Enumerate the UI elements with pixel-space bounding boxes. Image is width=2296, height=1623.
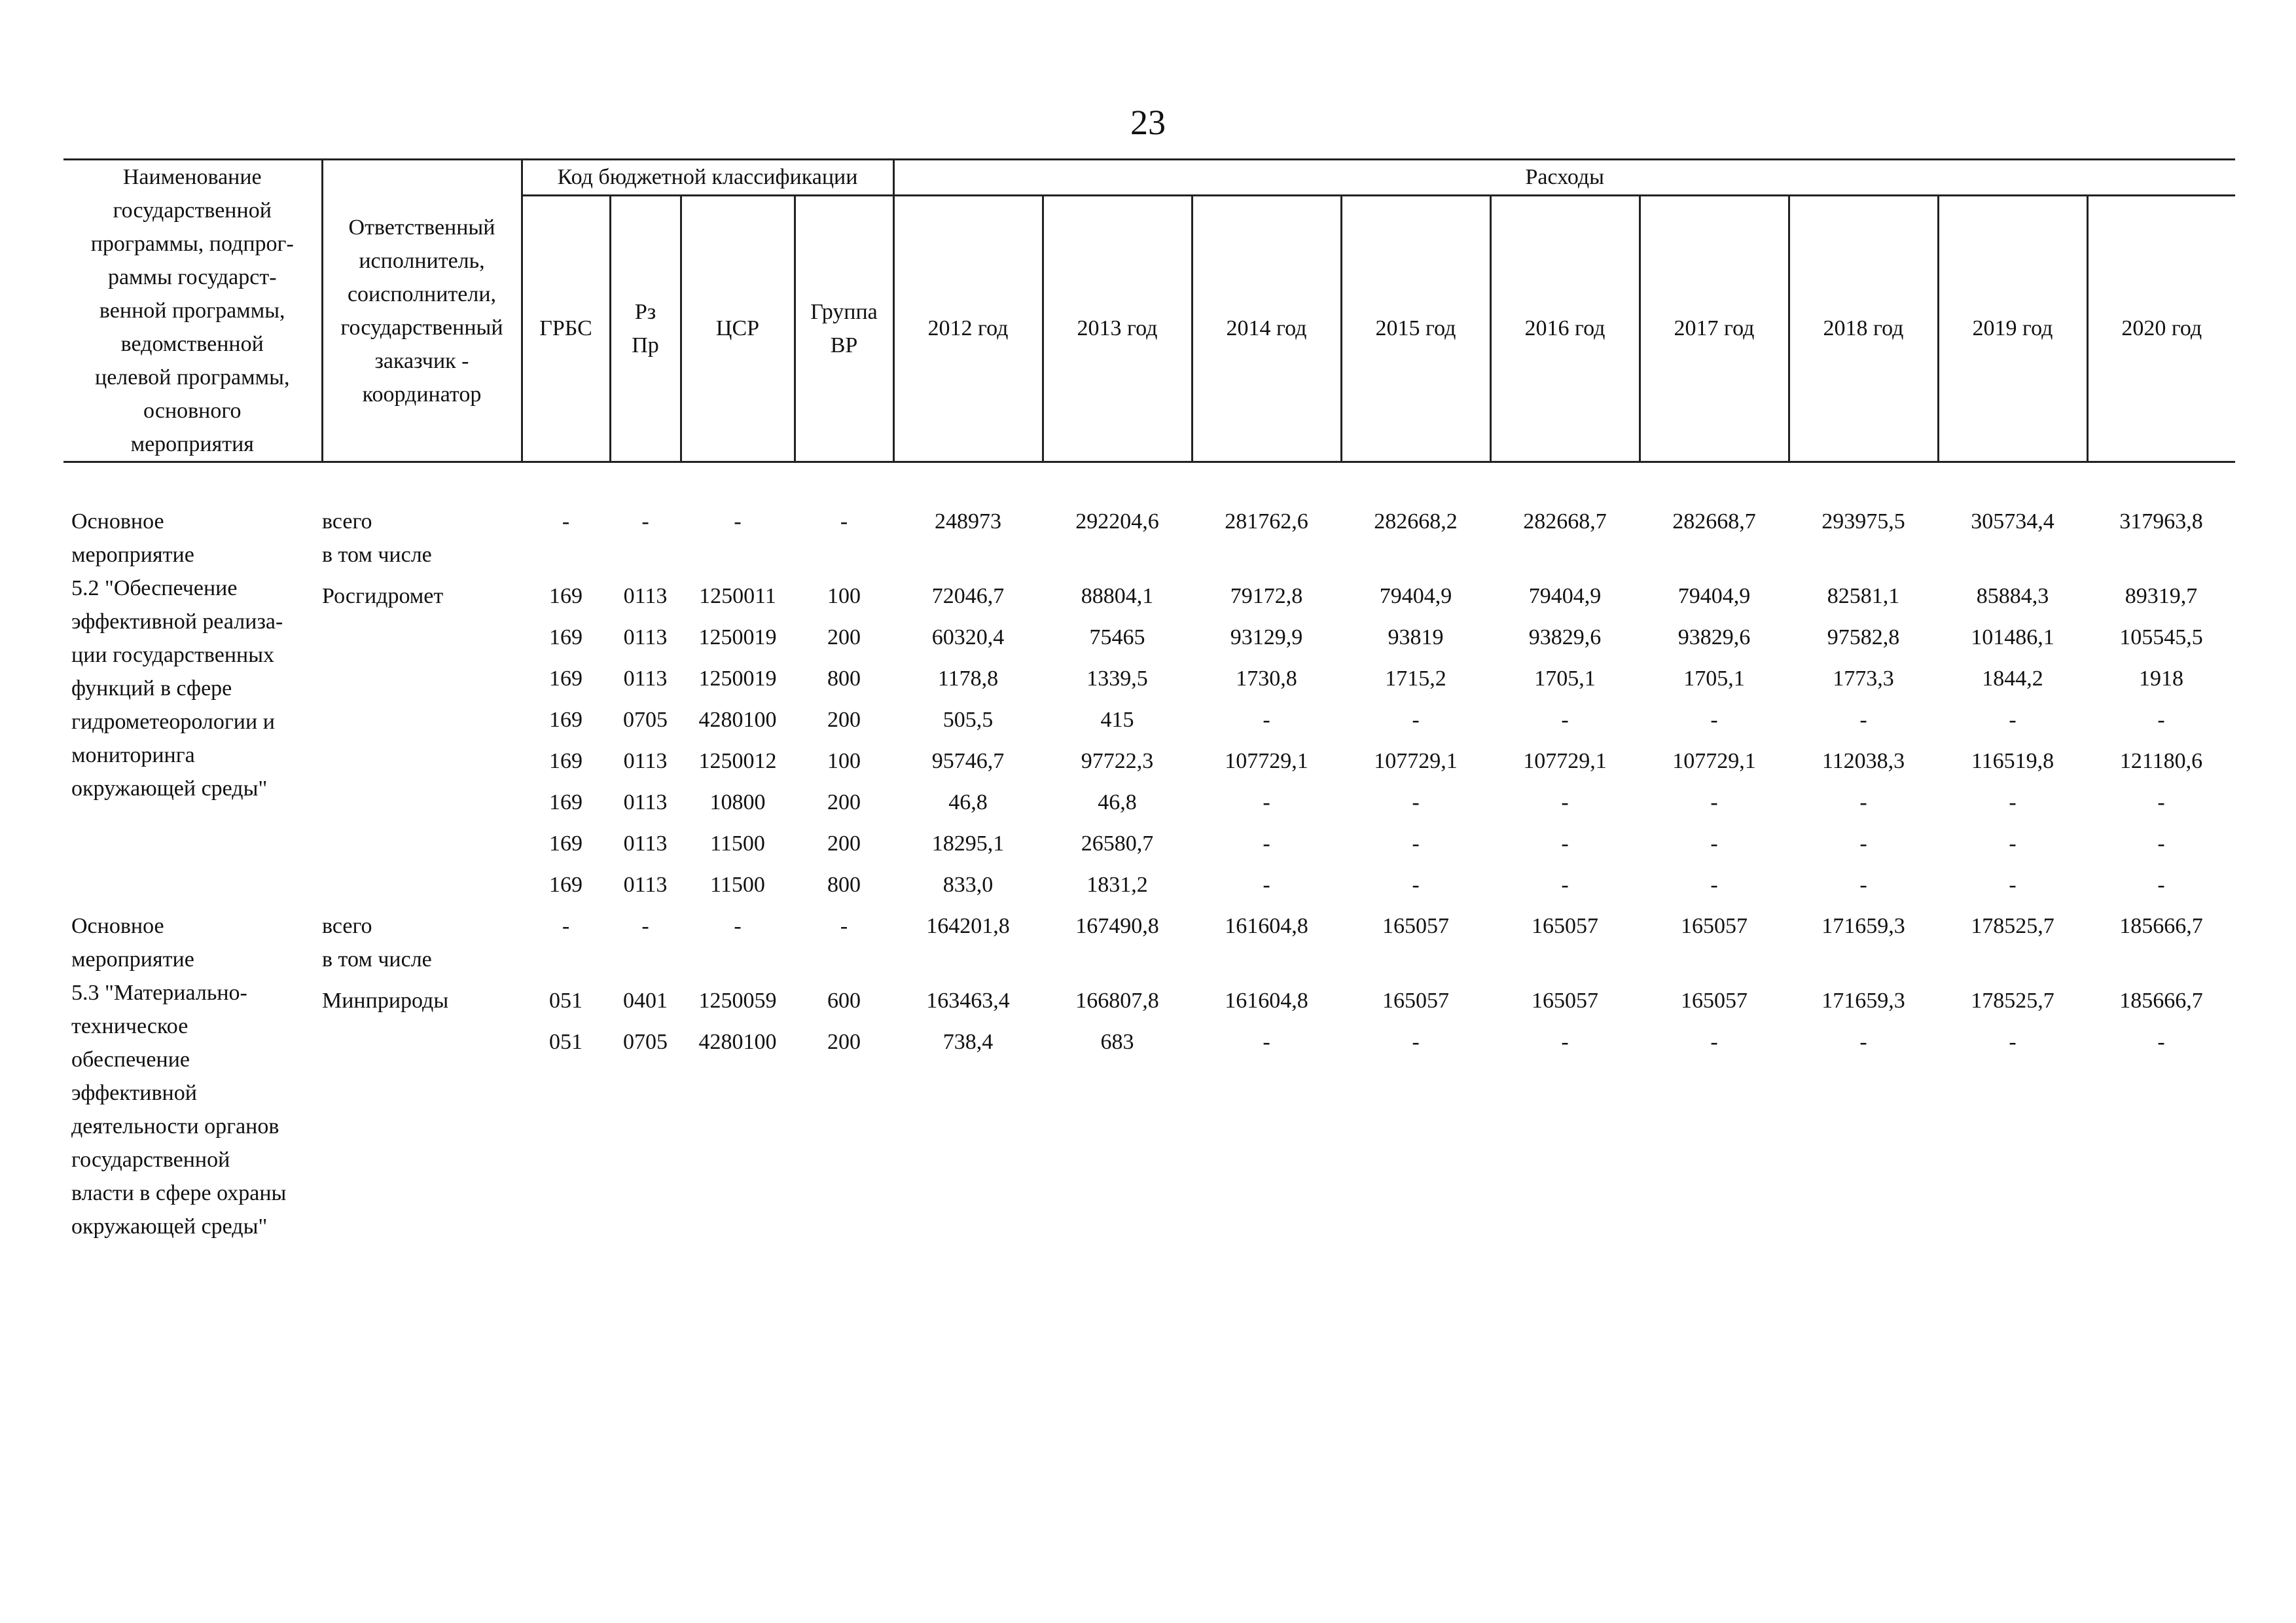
cell-value: - xyxy=(2157,873,2165,897)
cell-value: 292204,6 xyxy=(1075,509,1159,534)
cell-value: 161604,8 xyxy=(1225,989,1308,1013)
cell-rzpr: 0113 xyxy=(623,666,668,691)
cell-value: 1918 xyxy=(2139,666,2184,691)
header-rzpr: Рз Пр xyxy=(610,195,681,462)
cell-rzpr: 0113 xyxy=(623,831,668,856)
cell-vr: - xyxy=(840,509,848,534)
cell-value: 164201,8 xyxy=(926,914,1010,938)
cell-value: 121180,6 xyxy=(2119,749,2203,773)
cell-value: - xyxy=(2157,1030,2165,1054)
table-row xyxy=(63,984,2235,1025)
cell-grbs: 169 xyxy=(549,584,583,608)
cell-value: - xyxy=(2009,708,2017,732)
cell-grbs: 169 xyxy=(549,873,583,897)
cell-value: 93829,6 xyxy=(1528,625,1602,649)
cell-value: 95746,7 xyxy=(931,749,1005,773)
cell-value: 93829,6 xyxy=(1677,625,1751,649)
cell-grbs: - xyxy=(562,509,570,534)
cell-value: 82581,1 xyxy=(1827,584,1900,608)
cell-rzpr: 0705 xyxy=(623,708,668,732)
header-csr: ЦСР xyxy=(681,195,795,462)
cell-value: 1705,1 xyxy=(1683,666,1745,691)
cell-vr: 200 xyxy=(827,625,861,649)
cell-rzpr: - xyxy=(641,914,649,938)
cell-rzpr: 0113 xyxy=(623,790,668,814)
cell-value: 72046,7 xyxy=(931,584,1005,608)
cell-grbs: 169 xyxy=(549,666,583,691)
cell-grbs: 169 xyxy=(549,708,583,732)
header-year-2012: 2012 год xyxy=(893,195,1043,462)
cell-value: - xyxy=(1710,708,1718,732)
cell-csr: - xyxy=(734,914,742,938)
cell-value: 282668,2 xyxy=(1374,509,1458,534)
cell-rzpr: 0113 xyxy=(623,873,668,897)
cell-vr: 800 xyxy=(827,873,861,897)
cell-value: - xyxy=(1412,873,1420,897)
cell-vr: 200 xyxy=(827,790,861,814)
cell-value: 93819 xyxy=(1388,625,1444,649)
cell-csr: 11500 xyxy=(710,873,765,897)
cell-csr: 10800 xyxy=(709,790,766,814)
cell-value: - xyxy=(1561,708,1569,732)
cell-value: 165057 xyxy=(1382,989,1450,1013)
header-year-2018: 2018 год xyxy=(1789,195,1938,462)
cell-value: 116519,8 xyxy=(1971,749,2054,773)
cell-value: 60320,4 xyxy=(931,625,1005,649)
cell-value: - xyxy=(1859,708,1867,732)
cell-value: 75465 xyxy=(1089,625,1145,649)
cell-csr: 1250019 xyxy=(698,625,777,649)
cell-grbs: 169 xyxy=(549,625,583,649)
cell-value: - xyxy=(1710,873,1718,897)
cell-value: 1831,2 xyxy=(1086,873,1148,897)
cell-value: - xyxy=(2157,831,2165,856)
cell-value: 93129,9 xyxy=(1230,625,1303,649)
cell-value: 46,8 xyxy=(948,790,988,814)
cell-value: 46,8 xyxy=(1098,790,1137,814)
cell-value: - xyxy=(1263,708,1270,732)
cell-value: 1705,1 xyxy=(1534,666,1596,691)
cell-value: - xyxy=(2157,708,2165,732)
cell-value: 107729,1 xyxy=(1225,749,1308,773)
table-header xyxy=(63,160,2235,462)
cell-value: 165057 xyxy=(1532,914,1599,938)
cell-value: - xyxy=(1859,831,1867,856)
section-name: Основное мероприятие 5.3 "Материально- техническое обеспечение эффективной деятельности органов государственной власти в сфере охраны окружающей среды" xyxy=(71,914,287,1239)
header-year-2017: 2017 год xyxy=(1640,195,1789,462)
cell-value: 79404,9 xyxy=(1528,584,1602,608)
section-name: Основное мероприятие 5.2 "Обеспечение эффективной реализа- ции государственных функций в сфере гидрометеорологии и мониторинга окружающей среды" xyxy=(71,509,283,801)
cell-grbs: 169 xyxy=(549,831,583,856)
cell-value: - xyxy=(1263,831,1270,856)
header-year-2016: 2016 год xyxy=(1490,195,1640,462)
cell-value: - xyxy=(1263,1030,1270,1054)
cell-value: 738,4 xyxy=(942,1030,994,1054)
cell-value: 165057 xyxy=(1681,989,1748,1013)
cell-value: - xyxy=(2157,790,2165,814)
cell-value: 105545,5 xyxy=(2119,625,2203,649)
cell-vr: 200 xyxy=(827,1030,861,1054)
cell-rzpr: - xyxy=(641,509,649,534)
cell-value: 293975,5 xyxy=(1821,509,1905,534)
cell-value: - xyxy=(1263,790,1270,814)
cell-grbs: - xyxy=(562,914,570,938)
cell-value: 171659,3 xyxy=(1821,989,1905,1013)
table-row xyxy=(63,505,2235,579)
cell-grbs: 051 xyxy=(549,1030,583,1054)
cell-value: - xyxy=(1859,873,1867,897)
header-year-2014: 2014 год xyxy=(1192,195,1341,462)
header-year-2013: 2013 год xyxy=(1043,195,1192,462)
cell-value: 178525,7 xyxy=(1971,989,2054,1013)
cell-vr: 100 xyxy=(827,749,861,773)
cell-value: - xyxy=(1710,1030,1718,1054)
cell-value: 415 xyxy=(1100,708,1134,732)
executor: Росгидромет xyxy=(322,584,444,608)
cell-value: 107729,1 xyxy=(1374,749,1458,773)
cell-value: 161604,8 xyxy=(1225,914,1308,938)
cell-value: - xyxy=(1859,1030,1867,1054)
cell-vr: - xyxy=(840,914,848,938)
table-row xyxy=(63,579,2235,621)
cell-value: 1339,5 xyxy=(1086,666,1148,691)
cell-rzpr: 0113 xyxy=(623,749,668,773)
cell-value: 18295,1 xyxy=(931,831,1005,856)
cell-value: - xyxy=(2009,790,2017,814)
cell-value: 79404,9 xyxy=(1379,584,1452,608)
cell-csr: 1250059 xyxy=(698,989,777,1013)
total-label: всего в том числе xyxy=(322,509,432,567)
cell-vr: 200 xyxy=(827,708,861,732)
cell-value: - xyxy=(2009,1030,2017,1054)
cell-value: 833,0 xyxy=(942,873,994,897)
cell-value: 317963,8 xyxy=(2119,509,2203,534)
cell-value: - xyxy=(1561,1030,1569,1054)
cell-value: 97722,3 xyxy=(1081,749,1154,773)
cell-value: 112038,3 xyxy=(1821,749,1905,773)
cell-csr: 1250019 xyxy=(698,666,777,691)
cell-value: 185666,7 xyxy=(2119,989,2203,1013)
cell-value: 1730,8 xyxy=(1236,666,1297,691)
cell-csr: 1250012 xyxy=(698,749,777,773)
cell-value: - xyxy=(1412,1030,1420,1054)
header-vr: Группа ВР xyxy=(795,195,893,462)
executor: Минприроды xyxy=(322,989,449,1013)
cell-value: 505,5 xyxy=(942,708,994,732)
cell-value: 165057 xyxy=(1532,989,1599,1013)
cell-rzpr: 0401 xyxy=(623,989,668,1013)
cell-csr: 4280100 xyxy=(698,708,777,732)
budget-expenses-table xyxy=(63,158,2235,1300)
cell-grbs: 169 xyxy=(549,790,583,814)
cell-grbs: 051 xyxy=(549,989,583,1013)
cell-rzpr: 0113 xyxy=(623,584,668,608)
cell-value: 248973 xyxy=(935,509,1002,534)
cell-vr: 200 xyxy=(827,831,861,856)
total-label: всего в том числе xyxy=(322,914,432,972)
cell-value: - xyxy=(1859,790,1867,814)
cell-value: 282668,7 xyxy=(1523,509,1607,534)
header-name: Наименование государственной программы, подпрог- раммы государст- венной программы, ведомственной целевой программы, основного мероприятия xyxy=(63,160,322,462)
header-executor: Ответственный исполнитель, соисполнители, государственный заказчик - координатор xyxy=(322,160,522,462)
cell-value: 79404,9 xyxy=(1677,584,1751,608)
cell-csr: 1250011 xyxy=(699,584,776,608)
cell-value: 683 xyxy=(1100,1030,1134,1054)
cell-value: 178525,7 xyxy=(1971,914,2054,938)
cell-value: 305734,4 xyxy=(1971,509,2054,534)
cell-value: 1715,2 xyxy=(1385,666,1446,691)
header-year-2015: 2015 год xyxy=(1341,195,1490,462)
cell-value: 107729,1 xyxy=(1672,749,1756,773)
cell-value: - xyxy=(1710,831,1718,856)
cell-value: 171659,3 xyxy=(1821,914,1905,938)
cell-value: 163463,4 xyxy=(926,989,1010,1013)
cell-value: 85884,3 xyxy=(1976,584,2049,608)
cell-value: - xyxy=(2009,831,2017,856)
cell-rzpr: 0113 xyxy=(623,625,668,649)
cell-vr: 600 xyxy=(827,989,861,1013)
header-budget-code-group: Код бюджетной классификации xyxy=(522,160,893,196)
cell-csr: - xyxy=(734,509,742,534)
cell-value: - xyxy=(1710,790,1718,814)
cell-value: 1178,8 xyxy=(937,666,999,691)
table-body xyxy=(63,462,2235,1301)
cell-value: 281762,6 xyxy=(1225,509,1308,534)
cell-value: 185666,7 xyxy=(2119,914,2203,938)
header-expenses-group: Расходы xyxy=(893,160,2235,196)
cell-value: - xyxy=(2009,873,2017,897)
header-grbs: ГРБС xyxy=(522,195,610,462)
page-number: 23 xyxy=(1130,103,1166,142)
cell-vr: 100 xyxy=(827,584,861,608)
cell-value: 165057 xyxy=(1681,914,1748,938)
cell-value: - xyxy=(1263,873,1270,897)
cell-value: - xyxy=(1561,831,1569,856)
table-row xyxy=(63,909,2235,984)
cell-vr: 800 xyxy=(827,666,861,691)
header-year-2020: 2020 год xyxy=(2087,195,2235,462)
cell-value: - xyxy=(1561,873,1569,897)
cell-value: 97582,8 xyxy=(1827,625,1900,649)
cell-value: 89319,7 xyxy=(2125,584,2198,608)
cell-value: - xyxy=(1412,708,1420,732)
header-year-2019: 2019 год xyxy=(1938,195,2087,462)
cell-value: 88804,1 xyxy=(1081,584,1154,608)
cell-value: 107729,1 xyxy=(1523,749,1607,773)
cell-value: 166807,8 xyxy=(1075,989,1159,1013)
cell-value: - xyxy=(1561,790,1569,814)
cell-value: 165057 xyxy=(1382,914,1450,938)
cell-csr: 11500 xyxy=(710,831,765,856)
cell-value: - xyxy=(1412,831,1420,856)
cell-value: 282668,7 xyxy=(1672,509,1756,534)
cell-value: 1773,3 xyxy=(1833,666,1894,691)
cell-value: 79172,8 xyxy=(1230,584,1303,608)
cell-value: 26580,7 xyxy=(1081,831,1154,856)
cell-csr: 4280100 xyxy=(698,1030,777,1054)
cell-value: - xyxy=(1412,790,1420,814)
cell-value: 167490,8 xyxy=(1075,914,1159,938)
cell-rzpr: 0705 xyxy=(623,1030,668,1054)
cell-value: 101486,1 xyxy=(1971,625,2054,649)
cell-grbs: 169 xyxy=(549,749,583,773)
cell-value: 1844,2 xyxy=(1982,666,2043,691)
